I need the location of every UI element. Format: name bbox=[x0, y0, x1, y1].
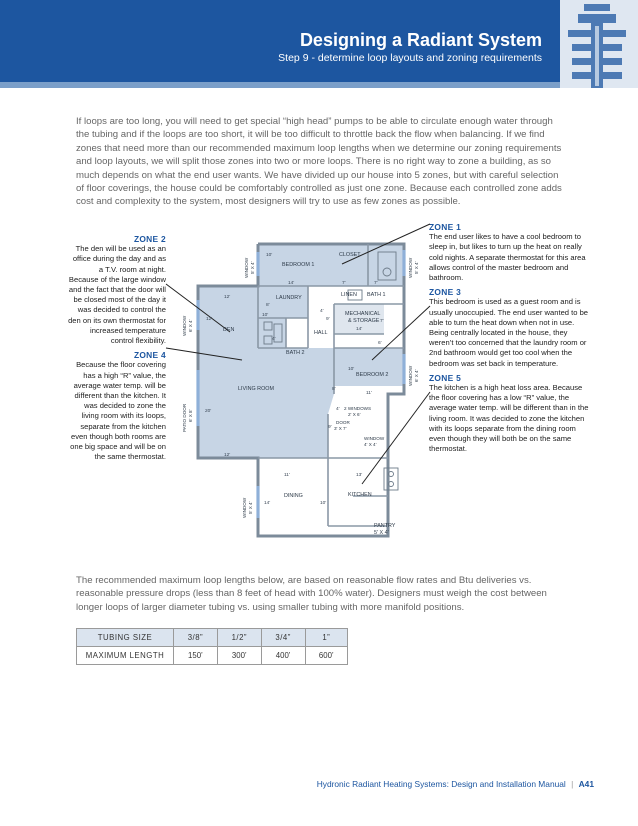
dim: 10' bbox=[266, 253, 273, 258]
zone-3-text: This bedroom is used as a guest room and is usually unoccupied. The end user wanted to be able to turn the heat down when not in use. Being centrally located in the house, they weren’t too concerned that the laundry room or 2nd bathroom would get too cool when the bedroom was set back in temperature. bbox=[429, 297, 589, 368]
page-footer bbox=[317, 779, 594, 789]
label-mechanical: MECHANICAL bbox=[345, 311, 381, 317]
floor-plan bbox=[178, 236, 418, 546]
zone-5-text: The kitchen is a high heat loss area. Because the floor covering has a low “R” value, the average water temp. will be different than in the living room. It was decided to zone the kitchen with its loops separate from the dining room even though they will both be on the same thermostat. bbox=[429, 383, 589, 454]
dim: 8' bbox=[266, 303, 270, 308]
dim: 7' bbox=[380, 319, 384, 324]
dim: 12' bbox=[206, 317, 213, 322]
window-front-size: 4' X 4' bbox=[364, 442, 377, 447]
table-cell: 400’ bbox=[261, 647, 305, 665]
window-den-label: WINDOW bbox=[182, 315, 187, 336]
dim: 11' bbox=[284, 473, 290, 478]
table-cell: TUBING SIZE bbox=[77, 629, 174, 647]
window-right1-label: WINDOW bbox=[408, 257, 413, 278]
page-subtitle: Step 9 - determine loop layouts and zoning requirements bbox=[278, 52, 542, 64]
header-stripe bbox=[0, 82, 638, 88]
dim: 10' bbox=[262, 313, 269, 318]
dim: 14' bbox=[288, 281, 295, 286]
zone-4-heading: ZONE 4 bbox=[133, 350, 166, 361]
label-laundry: LAUNDRY bbox=[276, 295, 302, 301]
zone-2-text: The den will be used as an office during the day and as a T.V. room at night. Because of the large window and the fact that the door will be closed most of the day it was decided to control the den on its own thermostat for increased temperature control flexibility. bbox=[68, 244, 166, 346]
dim: 11' bbox=[366, 391, 372, 396]
tubing-table-row bbox=[77, 647, 348, 665]
page-header bbox=[0, 0, 638, 82]
label-closet: CLOSET bbox=[339, 252, 361, 258]
table-cell: 150’ bbox=[174, 647, 218, 665]
label-bath-2: BATH 2 bbox=[286, 350, 305, 356]
window-dining-label: WINDOW bbox=[242, 497, 247, 518]
dim: 7' bbox=[374, 281, 378, 286]
label-bath-1: BATH 1 bbox=[367, 292, 386, 298]
two-windows-label: 2 WINDOWS bbox=[344, 406, 372, 411]
footer-separator: | bbox=[571, 779, 574, 789]
label-linen: LINEN bbox=[341, 292, 357, 298]
tubing-table bbox=[76, 628, 348, 665]
window-right1-size: 5' X 4' bbox=[414, 261, 419, 274]
window-front-label: WINDOW bbox=[364, 436, 385, 441]
loop-length-paragraph: The recommended maximum loop lengths below, are based on reasonable flow rates and Btu deliveries vs. reasonable pressure drops (less than 8 feet of head with 100% water). Designers must weigh the cost between longer loops of larger diameter tubing vs. using smaller tubing with more manifold positions. bbox=[76, 575, 547, 613]
label-den: DEN bbox=[223, 327, 235, 333]
dim: 12' bbox=[224, 453, 231, 458]
table-cell: 3/4” bbox=[261, 629, 305, 647]
dim: 10' bbox=[320, 501, 327, 506]
dim: 14' bbox=[264, 501, 271, 506]
dim: 20' bbox=[205, 409, 212, 414]
label-pantry-size: 5' X 4' bbox=[374, 530, 389, 536]
zone-3-heading: ZONE 3 bbox=[429, 287, 462, 298]
table-cell: 1/2” bbox=[217, 629, 261, 647]
page-number: A41 bbox=[578, 779, 594, 789]
zone-4-text: Because the floor covering has a high “R” value, the average water temp. will be different than the kitchen. It was decided to zone the living room with its loops, separate from the kitchen even though both rooms are one big space and will be on the same thermostat. bbox=[70, 360, 166, 462]
label-kitchen: KITCHEN bbox=[348, 492, 372, 498]
dim: 6' bbox=[378, 341, 382, 346]
table-cell: 1” bbox=[305, 629, 347, 647]
page-title: Designing a Radiant System bbox=[299, 30, 542, 50]
zone-1-heading: ZONE 1 bbox=[429, 222, 462, 232]
table-cell: 3/8” bbox=[174, 629, 218, 647]
zones-right-column bbox=[429, 222, 594, 458]
dim: 4' bbox=[272, 337, 276, 342]
label-hall: HALL bbox=[314, 330, 328, 336]
label-storage: & STORAGE bbox=[348, 318, 380, 324]
zone-5-heading: ZONE 5 bbox=[429, 372, 462, 383]
window-right2-label: WINDOW bbox=[408, 365, 413, 386]
dim: 10' bbox=[348, 367, 355, 372]
zone-1-text: The end user likes to have a cool bedroom to sleep in, but likes to turn up the heat on really cold nights. A separate thermostat for this area allows control of the master bedroom and bathroom. bbox=[429, 232, 586, 283]
patio-door-size: 6' X 8' bbox=[188, 409, 193, 422]
dim: 14' bbox=[356, 327, 363, 332]
living-room-fill bbox=[184, 338, 334, 458]
window-right2-size: 6' X 4' bbox=[414, 369, 419, 382]
footer-text: Hydronic Radiant Heating Systems: Design and Installation Manual bbox=[316, 779, 566, 789]
door-label: DOOR bbox=[336, 420, 350, 425]
zone-2-heading: ZONE 2 bbox=[133, 234, 166, 244]
label-bedroom-1: BEDROOM 1 bbox=[282, 262, 315, 268]
dim: 8' bbox=[332, 387, 336, 392]
two-windows-size: 2' X 6' bbox=[348, 412, 361, 417]
dim: 13' bbox=[356, 473, 363, 478]
table-cell: 600’ bbox=[305, 647, 347, 665]
zones-left-column bbox=[68, 234, 166, 466]
window-den-size: 6' X 4' bbox=[188, 319, 193, 332]
label-dining: DINING bbox=[284, 493, 303, 499]
dim: 4' bbox=[320, 309, 324, 314]
dim: 4' bbox=[336, 407, 340, 412]
label-pantry: PANTRY bbox=[374, 523, 396, 529]
table-cell: MAXIMUM LENGTH bbox=[77, 647, 174, 665]
label-bedroom-2: BEDROOM 2 bbox=[356, 372, 389, 378]
dim: 7' bbox=[342, 281, 346, 286]
intro-paragraph: If loops are too long, you will need to get special “high head” pumps to be able to circulate enough water through the tubing and if the loops are too short, it will be too difficult to throttle back the flow when balancing. If we find zones that need more than our recommended maximum loop lengths when we determine our zoning requirements and loop layouts, we will split those zones into two or more loops. There is no right way to zone a building, as so much depends on what the end user wants. We have divided up our house into 5 zones, but with careful selection of floor coverings, the house could be comfortably controlled as just one zone. Because each controlled zone adds cost and complexity to the system, most designers will try to use as few zones as possible. bbox=[76, 116, 562, 208]
bedroom-2-fill bbox=[334, 348, 404, 386]
label-living-room: LIVING ROOM bbox=[238, 386, 274, 392]
dim: 9' bbox=[326, 317, 330, 322]
window-bed1-label: WINDOW bbox=[244, 257, 249, 278]
table-cell: 300’ bbox=[217, 647, 261, 665]
dim: 9' bbox=[328, 425, 332, 430]
header-logo bbox=[560, 0, 638, 88]
patio-door-label: PATIO DOOR bbox=[182, 403, 187, 432]
window-bed1-size: 5' X 4' bbox=[250, 261, 255, 274]
dim: 12' bbox=[224, 295, 231, 300]
tubing-table-header-row bbox=[77, 629, 348, 647]
window-dining-size: 5' X 4' bbox=[248, 501, 253, 514]
door-size: 3' X 7' bbox=[334, 426, 347, 431]
